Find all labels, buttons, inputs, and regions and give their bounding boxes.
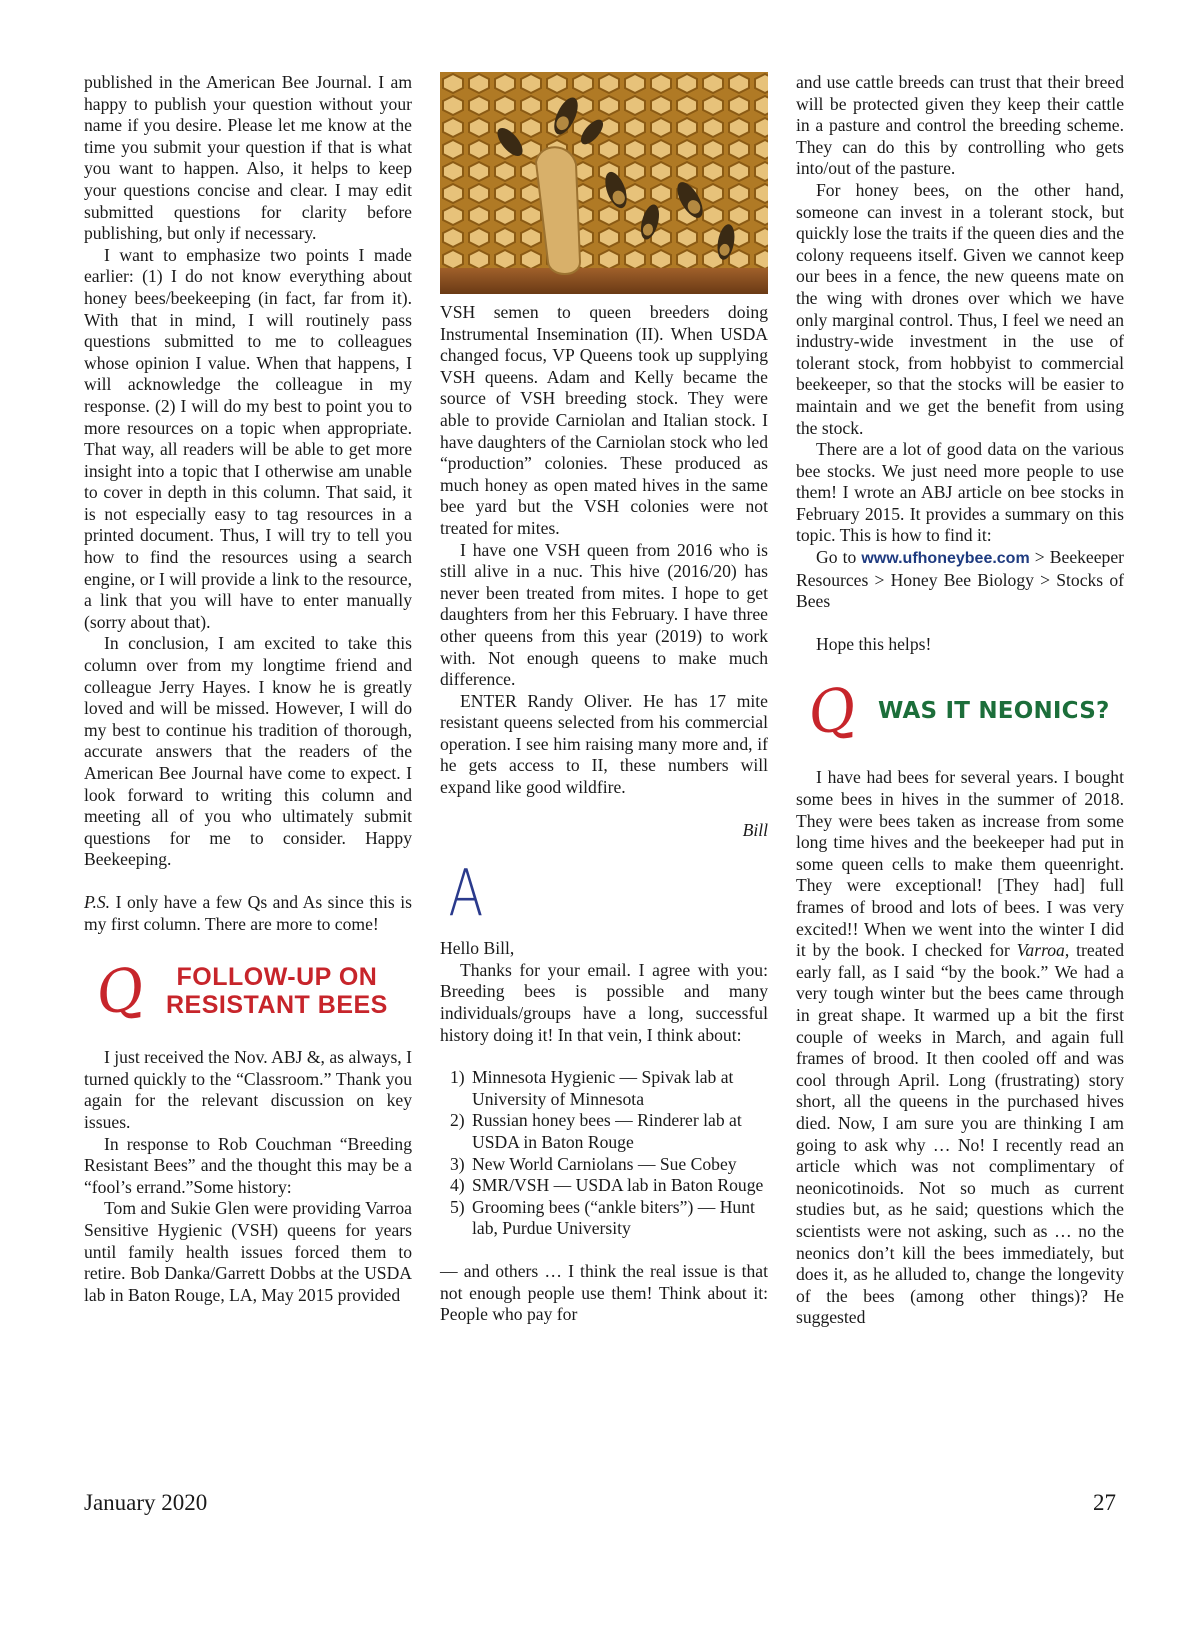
frame-bar [440,268,768,294]
paragraph: — and others … I think the real issue is that not enough people use them! Think about it: People who pay for [440,1260,768,1325]
bee-comb-photo [440,72,768,294]
q-letter-icon: Q [90,953,150,1029]
issue-date: January 2020 [84,1490,208,1515]
list-item: 2) Russian honey bees — Rinderer lab at USDA in Baton Rouge [450,1110,742,1152]
ps-text: I only have a few Qs and As since this is my first column. There are more to come! [84,891,412,934]
list-item: 1) Minnesota Hygienic — Spivak lab at University of Minnesota [450,1067,734,1109]
honeycomb [440,72,768,294]
paragraph: Hope this helps! [816,633,932,654]
paragraph-link: Go to www.ufhoneybee.com > Beekeeper Resources > Honey Bee Biology > Stocks of Bees [796,547,1125,612]
list-item: 4) SMR/VSH — USDA lab in Baton Rouge [450,1175,764,1196]
paragraph: For honey bees, on the other hand, someone can invest in a tolerant stock, but quickly lose the traits if the queen dies and the colony requeens itself. Given we cannot keep our bees in a fence, the new queens mate on the wing with drones over which we have only marginal control. Thus, I feel we need an industry-wide investment in the use of tolerant stock, from hobbyist to commercial beekeeper, so that the stocks will be easier to maintain and we get the benefit from using the stock. [796,179,1124,438]
paragraph: I have had bees for several years. I bought some bees in hives in the summer of 2018. They were bees taken as increase from some long time hives and the beekeeper had put in some queen cells to make them queenright. They were exceptional! [They had] full frames of brood and lots of bees. I was very excited!! When we went into the winter I did it by the book. I checked for Varroa, treated early fall, as I said “by the book.” We had a very tough winter but the bees came through in great shape. It warmed up a bit the first couple of weeks in March, and again full frames of brood. It then cooled off and was cool through April. Long (frustrating) story short, all the queens in the purchased hives died. Now, I am sure you are thinking I am going to ask why … No! I recently read an article which was not complimentary of neonicotinoids. Not so much as current studies but, as he said; questions which the scientists were not asking, such as … no the neonics don’t kill the bees immediately, but does it, as he alluded to, change the longevity of the bees (among other things)? He suggested [796,767,1124,1328]
paragraph: In conclusion, I am excited to take this column over from my longtime friend and colleague Jerry Hayes. I know he is greatly loved and will be missed. However, I will do my best to continue his tradition of thorough, accurate answers that the readers of the American Bee Journal have come to expect. I look forward to writing this column and meeting all of you who ultimately submit questions for me to consider. Happy Beekeeping. [84,633,412,870]
answer-heading [440,857,768,932]
paragraph: Tom and Sukie Glen were providing Varroa Sensitive Hygienic (VSH) queens for years until family health issues forced them to retire. Bob Danka/Garrett Dobbs at the USDA lab in Baton Rouge, LA, May 2015 provided [84,1198,412,1305]
column-right [796,72,1124,1329]
paragraph: Hello Bill, [440,938,515,959]
paragraph: Thanks for your email. I agree with you: Breeding bees is possible and many individuals/groups have a long, successful history doing it! In that vein, I think about: [440,959,768,1045]
section-title: WAS IT NEONICS? [878,698,1110,725]
list-item: 5) Grooming bees (“ankle biters”) — Hunt lab, Purdue University [450,1196,755,1239]
q-letter-icon: Q [802,673,862,750]
list-item: 3) New World Carniolans — Sue Cobey [450,1153,737,1174]
column-middle [440,72,768,1326]
paragraph: I have one VSH queen from 2016 who is still alive in a nuc. This hive (2016/20) has never been treated from mites. I hope to get daughters from her this February. I have three other queens from this year (2019) to work with. Not enough queens to make much difference. [440,539,768,690]
paragraph: In response to Rob Couchman “Breeding Resistant Bees” and the thought this may be a “fool’s errand.”Some history: [84,1133,412,1197]
paragraph: VSH semen to queen breeders doing Instrumental Insemination (II). When USDA changed focus, VP Queens took up supplying VSH queens. Adam and Kelly became the source of VSH breeding stock. They were able to provide Carniolan and Italian stock. I have daughters of the Carniolan stock who led “production” colonies. These produced as much honey as open mated hives in the same bee yard but the VSH colonies were not treated for mites. [440,302,768,538]
question-heading [84,953,412,1029]
paragraph: ENTER Randy Oliver. He has 17 mite resistant queens selected from his commercial operation. I see him raising many more and, if he gets access to II, these numbers will expand like good wildfire. [440,690,768,798]
section-title: FOLLOW-UP ON RESISTANT BEES [166,963,388,1020]
postscript [84,892,412,935]
a-letter-icon: A [448,857,484,932]
website-link[interactable]: www.ufhoneybee.com [861,550,1030,568]
page-number: 27 [1093,1490,1116,1515]
column-left [84,72,412,1306]
question-heading [796,673,1124,750]
paragraph: There are a lot of good data on the various bee stocks. We just need more people to use them! I wrote an ABJ article on bee stocks in February 2015. It provides a summary on this topic. This is how to find it: [796,439,1124,546]
paragraph: published in the American Bee Journal. I am happy to publish your question without your name if you desire. Please let me know at the time you submit your question if that is what you want to happen. Also, it helps to keep your questions concise and clear. I may edit submitted questions for clarity before publishing, but only if necessary. [84,72,412,244]
bee-stock-list [440,1067,768,1240]
paragraph: and use cattle breeds can trust that their breed will be protected given they keep their cattle in a pasture and control the breeding scheme. They can do this by controlling who gets into/out of the pasture. [796,72,1124,179]
signature: Bill [742,819,768,840]
ps-label: P.S. [84,891,111,912]
paragraph: I want to emphasize two points I made earlier: (1) I do not know everything about honey bees/beekeeping (in fact, far from it). With that in mind, I will routinely pass questions submitted to me to colleagues whose opinion I value. When that happens, I will acknowledge the colleague in my response. (2) I will do my best to point you to more resources on a topic when appropriate. That way, all readers will be able to get more insight into a topic that I otherwise am unable to cover in depth in this column. That said, it is not especially easy to tag resources in a printed document. Thus, I will try to tell you how to find the resources using a search engine, or I will provide a link to the resource, a link that you will have to enter manually (sorry about that). [84,244,412,632]
paragraph: I just received the Nov. ABJ &, as always, I turned quickly to the “Classroom.” Thank you again for the relevant discussion on key issues. [84,1047,412,1132]
